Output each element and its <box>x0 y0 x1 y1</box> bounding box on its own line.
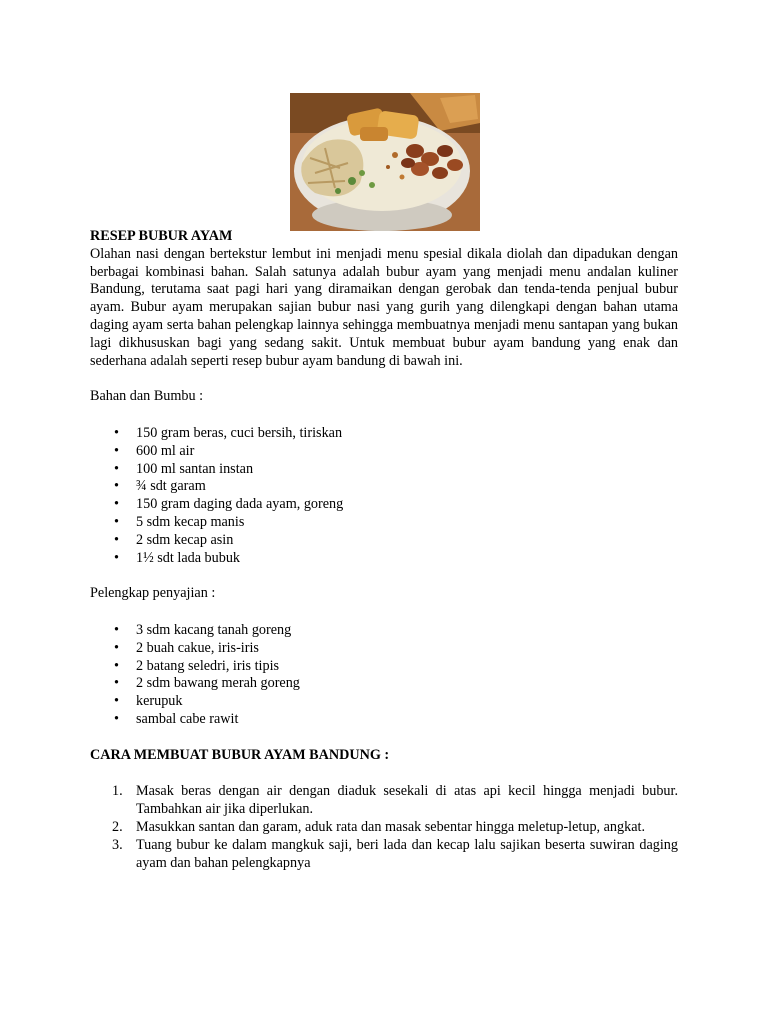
list-item: • 600 ml air <box>114 442 195 459</box>
list-item: • 1½ sdt lada bubuk <box>114 549 241 566</box>
list-item: • ¾ sdt garam <box>114 478 206 495</box>
bullet-icon: • <box>114 639 119 656</box>
recipe-title: RESEP BUBUR AYAM <box>90 228 233 244</box>
list-item: • 2 buah cakue, iris-iris <box>114 639 259 656</box>
step-item: 1. Masak beras dengan air dengan diaduk sesekali di atas api kecil hingga menjadi bubur. Tambahkan air jika diperlukan. <box>112 783 678 818</box>
list-item: • 2 batang seledri, iris tipis <box>114 657 280 674</box>
cara-steps <box>90 783 678 872</box>
list-item: • kerupuk <box>114 693 183 710</box>
list-item: • 150 gram beras, cuci bersih, tiriskan <box>114 424 343 441</box>
list-item: • 2 sdm bawang merah goreng <box>114 675 300 692</box>
cara-heading: CARA MEMBUAT BUBUR AYAM BANDUNG : <box>90 746 390 763</box>
step-item: 3. Tuang bubur ke dalam mangkuk saji, beri lada dan kecap lalu sajikan beserta suwiran daging ayam dan bahan pelengkapnya <box>112 836 678 871</box>
bullet-icon: • <box>114 549 119 566</box>
list-item: • 100 ml santan instan <box>114 460 254 477</box>
bahan-list <box>90 425 678 567</box>
list-item: • 3 sdm kacang tanah goreng <box>114 621 292 638</box>
bullet-icon: • <box>114 460 119 477</box>
bullet-icon: • <box>114 424 119 441</box>
bullet-icon: • <box>114 513 119 530</box>
bahan-label: Bahan dan Bumbu : <box>90 388 204 405</box>
list-item: • 2 sdm kecap asin <box>114 531 234 548</box>
bullet-icon: • <box>114 478 119 495</box>
list-item: • 150 gram daging dada ayam, goreng <box>114 496 344 513</box>
bullet-icon: • <box>114 531 119 548</box>
step-number: 1. <box>112 783 123 800</box>
bullet-icon: • <box>114 675 119 692</box>
intro-paragraph: Olahan nasi dengan bertekstur lembut ini menjadi menu spesial dikala diolah dan dipadukan dengan berbagai kombinasi bahan. Salah satunya adalah bubur ayam yang menjadi menu andalan kuliner Bandung, terutama saat pagi hari yang diramaikan dengan gerobak dan tenda-tenda penjual bubur ayam. Bubur ayam merupakan sajian bubur nasi yang gurih yang dilengkapi dengan bahan utama daging ayam serta bahan pelengkap lainnya sehingga membuatnya menjadi menu santapan yang bukan lagi dikhususkan bagi yang sedang sakit. Untuk membuat bubur ayam bandung yang enak dan sederhana adalah seperti resep bubur ayam bandung di bawah ini. <box>90 245 678 369</box>
list-item: • 5 sdm kecap manis <box>114 513 245 530</box>
step-number: 3. <box>112 836 123 853</box>
bullet-icon: • <box>114 442 119 459</box>
bullet-icon: • <box>114 693 119 710</box>
bullet-icon: • <box>114 657 119 674</box>
bullet-icon: • <box>114 496 119 513</box>
recipe-content <box>90 228 678 872</box>
pelengkap-list <box>90 622 678 729</box>
bullet-icon: • <box>114 621 119 638</box>
step-number: 2. <box>112 818 123 835</box>
list-item: • sambal cabe rawit <box>114 710 239 727</box>
bubur-ayam-photo <box>290 93 480 231</box>
pelengkap-label: Pelengkap penyajian : <box>90 585 216 602</box>
step-item: 2. Masukkan santan dan garam, aduk rata dan masak sebentar hingga meletup-letup, angkat. <box>112 818 645 835</box>
bullet-icon: • <box>114 710 119 727</box>
